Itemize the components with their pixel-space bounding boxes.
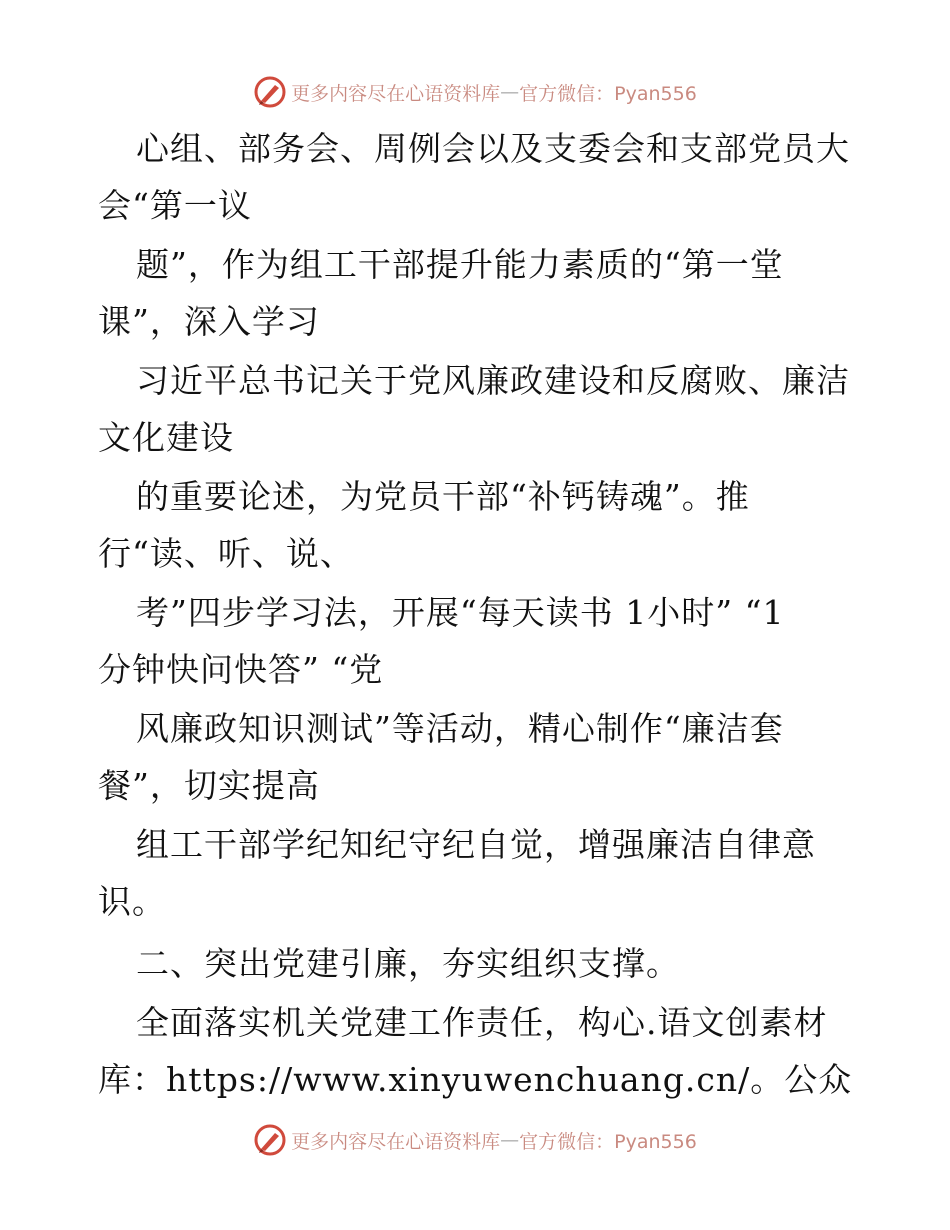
text-line: 风廉政知识测试”等活动，精心制作“廉洁套: [136, 709, 784, 748]
text-line: 餐”，切实提高: [98, 766, 320, 805]
footer-banner: [0, 1120, 950, 1160]
text-line: 会“第一议: [98, 186, 252, 225]
banner-account-text: 官方微信：Pyan556: [519, 82, 697, 105]
pen-logo-icon: [253, 75, 287, 109]
pen-logo-icon: [253, 1123, 287, 1157]
text-line: 的重要论述，为党员干部“补钙铸魂”。推: [136, 477, 750, 516]
banner-separator: —: [500, 1129, 520, 1151]
text-line: 课”，深入学习: [98, 302, 320, 341]
text-line: 文化建设: [98, 418, 234, 457]
text-line: 题”，作为组工干部提升能力素质的“第一堂: [136, 245, 784, 284]
banner-brand-text: 更多内容尽在心语资料库: [291, 1130, 501, 1153]
text-line: 心组、部务会、周例会以及支委会和支部党员大: [136, 129, 850, 168]
text-line: 行“读、听、说、: [98, 534, 354, 573]
text-line: 识。: [98, 882, 166, 921]
text-line: 组工干部学纪知纪守纪自觉，增强廉洁自律意: [136, 825, 816, 864]
text-line: 库：https://www.xinyuwenchuang.cn/。公众: [98, 1060, 853, 1099]
text-line: 习近平总书记关于党风廉政建设和反腐败、廉洁: [136, 361, 850, 400]
header-banner: [0, 72, 950, 112]
banner-separator: —: [500, 81, 520, 103]
text-line: 全面落实机关党建工作责任，构心.语文创素材: [136, 1003, 828, 1042]
text-line: 二、突出党建引廉，夯实组织支撑。: [136, 944, 680, 983]
banner-brand-text: 更多内容尽在心语资料库: [291, 82, 501, 105]
text-line: 考”四步学习法，开展“每天读书 1小时” “1: [136, 593, 785, 632]
text-line: 分钟快问快答” “党: [98, 650, 384, 689]
banner-account-text: 官方微信：Pyan556: [519, 1130, 697, 1153]
